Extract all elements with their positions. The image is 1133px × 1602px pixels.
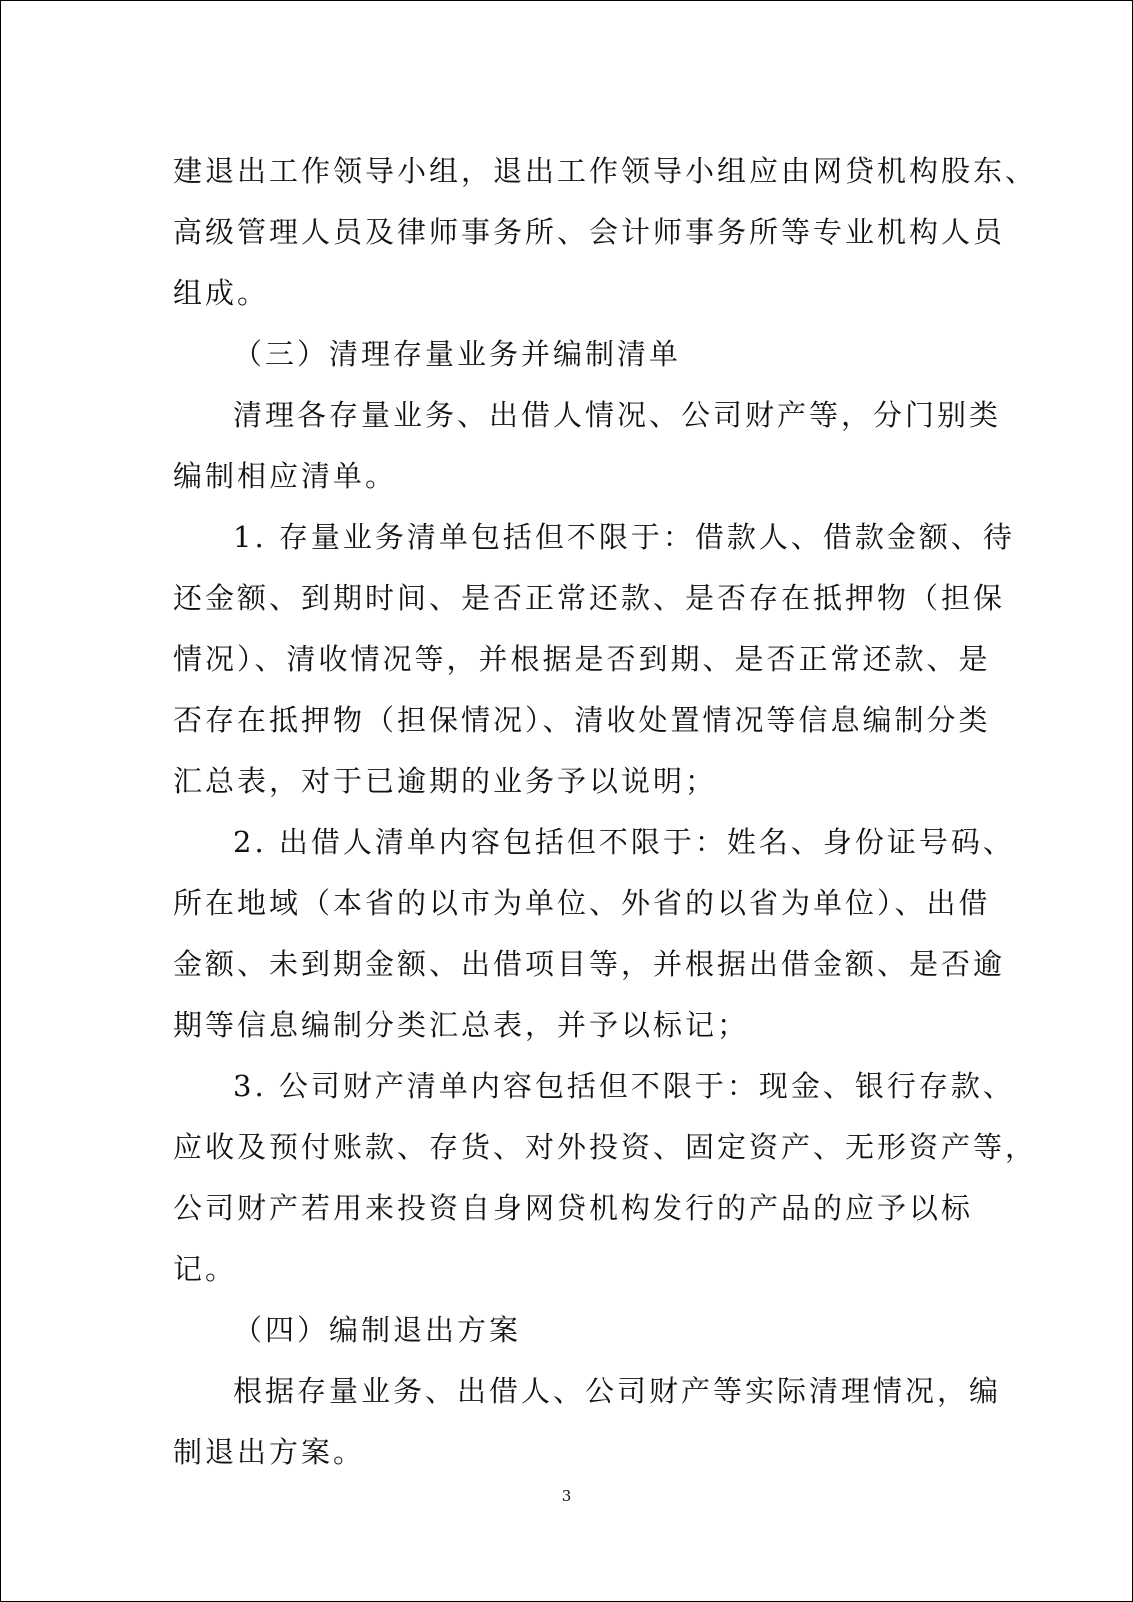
text-line: 汇总表，对于已逾期的业务予以说明；	[173, 764, 718, 798]
text-line: 高级管理人员及律师事务所、会计师事务所等专业机构人员	[173, 215, 1006, 249]
text-line: 还金额、到期时间、是否正常还款、是否存在抵押物（担保	[173, 581, 1006, 615]
body-text	[173, 141, 1038, 1483]
list-item-3: 3. 公司财产清单内容包括但不限于：现金、银行存款、	[233, 1069, 1015, 1103]
text-line: 应收及预付账款、存货、对外投资、固定资产、无形资产等，	[173, 1130, 1038, 1164]
text-line: 制退出方案。	[173, 1435, 366, 1469]
section-heading: （三）清理存量业务并编制清单	[233, 337, 682, 371]
text-line: 建退出工作领导小组，退出工作领导小组应由网贷机构股东、	[173, 154, 1038, 188]
text-line: 清理各存量业务、出借人情况、公司财产等，分门别类	[233, 398, 1002, 432]
text-line: 根据存量业务、出借人、公司财产等实际清理情况，编	[233, 1374, 1002, 1408]
text-line: 期等信息编制分类汇总表，并予以标记；	[173, 1008, 750, 1042]
list-item-1: 1. 存量业务清单包括但不限于：借款人、借款金额、待	[233, 520, 1015, 554]
text-line: 金额、未到期金额、出借项目等，并根据出借金额、是否逾	[173, 947, 1006, 981]
text-line: 否存在抵押物（担保情况）、清收处置情况等信息编制分类	[173, 703, 991, 737]
text-line: 组成。	[173, 276, 270, 310]
section-heading: （四）编制退出方案	[233, 1313, 522, 1347]
text-line: 情况）、清收情况等，并根据是否到期、是否正常还款、是	[173, 642, 991, 676]
text-line: 编制相应清单。	[173, 459, 398, 493]
text-line: 公司财产若用来投资自身网贷机构发行的产品的应予以标	[173, 1191, 974, 1225]
text-line: 所在地域（本省的以市为单位、外省的以省为单位）、出借	[173, 886, 991, 920]
text-line: 记。	[173, 1252, 238, 1286]
list-item-2: 2. 出借人清单内容包括但不限于：姓名、身份证号码、	[233, 825, 1015, 859]
page-number: 3	[561, 1487, 572, 1505]
